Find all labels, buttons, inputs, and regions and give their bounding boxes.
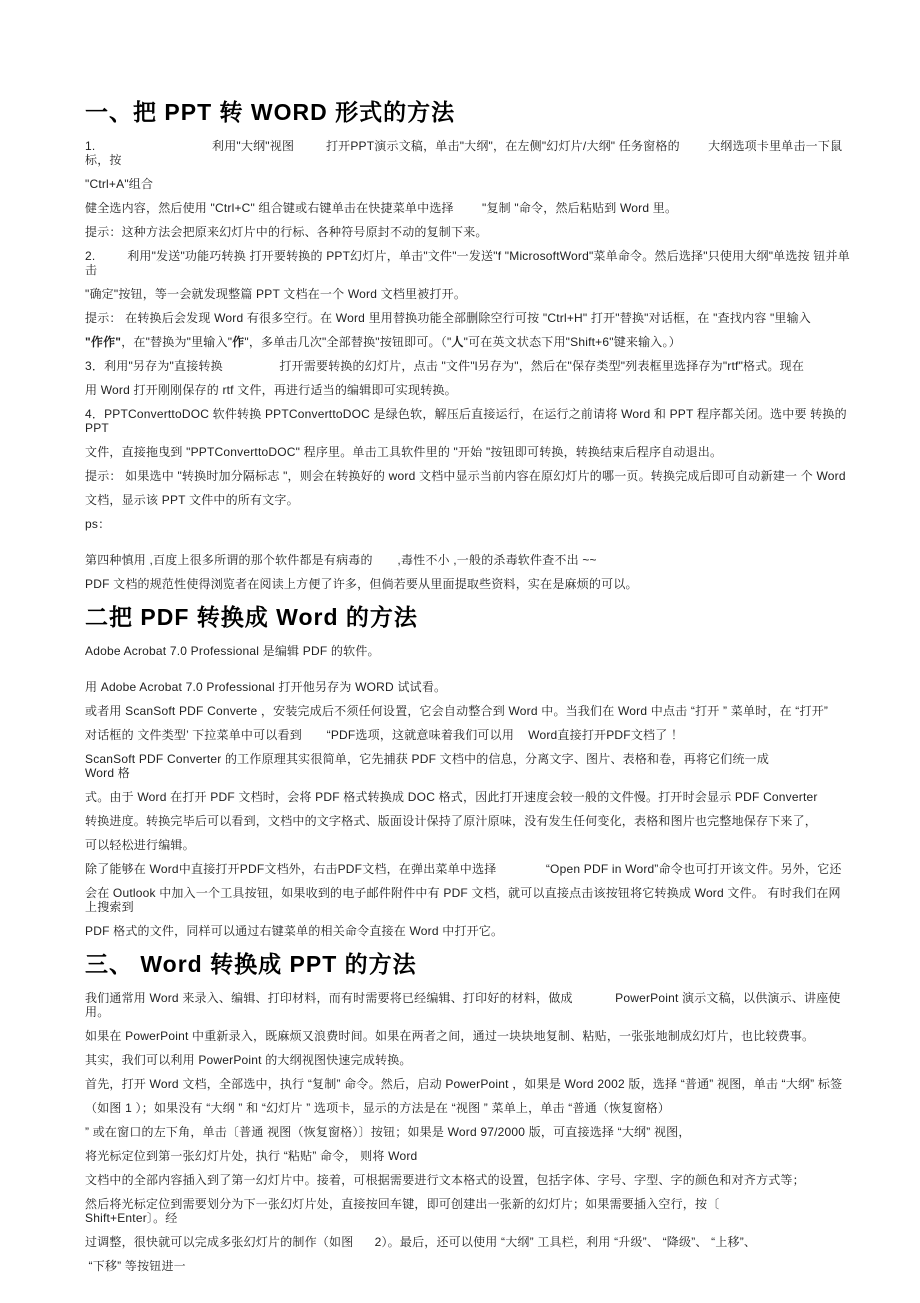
text-line: 对话框的 文件类型’ 下拉菜单中可以看到 “PDF选项，这就意味着我们可以用 Word直接打开PDF文档了 ！ <box>85 728 684 742</box>
section-heading: 一、把 PPT 转 WORD 形式的方法 <box>85 99 456 125</box>
text-line: 或者用 ScanSoft PDF Converte ，安装完成后不须任何设置，它会自动整合到 Word 中。当我们在 Word 中点击 “打开 ” 菜单时，在 “打开” <box>85 704 829 718</box>
text-line: "Ctrl+A"组合 <box>85 177 154 191</box>
text-line: 2. 利用"发送"功能巧转换 打开要转换的 PPT幻灯片，单击"文件"一发送"f "MicrosoftWord"菜单命令。然后选择"只使用大纲"单选按 钮并单击 <box>85 249 850 277</box>
text-line: 文件，直接拖曳到 "PPTConverttoDOC" 程序里。单击工具软件里的 "开始 "按钮即可转换，转换结束后程序自动退出。 <box>85 445 723 459</box>
text-line: 可以轻松进行编辑。 <box>85 838 195 852</box>
text-line: “下移” 等按钮进一 <box>85 1259 186 1273</box>
text-line: 1. 利用"大纲"视图 打开PPT演示文稿，单击"大纲"，在左侧"幻灯片/大纲" 任务窗格的 大纲选项卡里单击一下鼠标，按 <box>85 139 843 167</box>
text-line: 式。由于 Word 在打开 PDF 文档时，会将 PDF 格式转换成 DOC 格式，因此打开速度会较一般的文件慢。打开时会显示 PDF Converter <box>85 790 818 804</box>
text-line: 用 Adobe Acrobat 7.0 Professional 打开他另存为 WORD 试试看。 <box>85 680 447 694</box>
text-line: ” 或在窗口的左下角，单击〔普通 视图（恢复窗格）〕按钮；如果是 Word 97/2000 版，可直接选择 “大纲” 视图， <box>85 1125 691 1139</box>
text-line: 第四种慎用 ,百度上很多所谓的那个软件都是有病毒的 ,毒性不小 ,一般的杀毒软件查不出 ~~ <box>85 553 597 567</box>
text-line: 提示：这种方法会把原来幻灯片中的行标、各种符号原封不动的复制下来。 <box>85 225 488 239</box>
text-line: "确定"按钮，等一会就发现整篇 PPT 文档在一个 Word 文档里被打开。 <box>85 287 467 301</box>
text-line: 3．利用"另存为"直接转换 打开需要转换的幻灯片，点击 "文件"l另存为"，然后在"保存类型"列表框里选择存为"rtf"格式。现在 <box>85 359 805 373</box>
text-line: （如图 1 ）；如果没有 “大纲 ” 和 “幻灯片 ” 选项卡，显示的方法是在 “视图 ” 菜单上，单击 “普通（恢复窗格） <box>85 1101 671 1115</box>
section-heading: 三、 Word 转换成 PPT 的方法 <box>85 951 417 977</box>
text-line: 健全选内容，然后使用 "Ctrl+C" 组合键或右键单击在快捷菜单中选择 "复制 "命令，然后粘贴到 Word 里。 <box>85 201 678 215</box>
bold-text: "作作" <box>85 335 122 349</box>
text-line: PDF 文档的规范性使得浏览者在阅读上方便了许多，但倘若要从里面提取些资料，实在是麻烦的可以。 <box>85 577 638 591</box>
text-line: 提示： 如果选中 "转换时加分隔标志 "，则会在转换好的 word 文档中显示当前内容在原幻灯片的哪一页。转换完成后即可自动新建一 个 Word <box>85 469 846 483</box>
text-run: "，多单击几次"全部替换"按钮即可。（" <box>244 335 452 349</box>
text-line: 会在 Outlook 中加入一个工具按钮，如果收到的电子邮件附件中有 PDF 文档，就可以直接点击该按钮将它转换成 Word 文件。 有时我们在网上搜索到 <box>85 886 841 914</box>
text-line: 然后将光标定位到需要划分为下一张幻灯片处，直接按回车键，即可创建出一张新的幻灯片；如果需要插入空行，按〔 Shift+Enter〕。经 <box>85 1197 780 1225</box>
text-line: 4．PPTConverttoDOC 软件转换 PPTConverttoDOC 是绿色软，解压后直接运行，在运行之前请将 Word 和 PPT 程序都关闭。选中要 转换的 PPT <box>85 407 851 435</box>
paragraph-gap <box>85 541 851 553</box>
text-line: 如果在 PowerPoint 中重新录入，既麻烦又浪费时间。如果在两者之间，通过一块块地复制、粘贴，一张张地制成幻灯片，也比较费事。 <box>85 1029 815 1043</box>
text-line: 其实，我们可以利用 PowerPoint 的大纲视图快速完成转换。 <box>85 1053 412 1067</box>
text-line: 我们通常用 Word 来录入、编辑、打印材料，而有时需要将已经编辑、打印好的材料，做成 PowerPoint 演示文稿，以供演示、讲座使用。 <box>85 991 841 1019</box>
text-line: 首先，打开 Word 文档，全部选中，执行 “复制” 命令。然后，启动 PowerPoint ，如果是 Word 2002 版，选择 “普通” 视图，单击 “大纲” 标签 <box>85 1077 843 1091</box>
paragraph-gap <box>85 668 851 680</box>
text-line: 转换进度。转换完毕后可以看到，文档中的文字格式、版面设计保持了原汁原味，没有发生任何变化，表格和图片也完整地保存下来了， <box>85 814 818 828</box>
text-line: PDF 格式的文件，同样可以通过右键菜单的相关命令直接在 Word 中打开它。 <box>85 924 504 938</box>
document-page <box>85 98 865 1283</box>
document-content <box>85 98 865 1273</box>
text-line: 将光标定位到第一张幻灯片处，执行 “粘贴” 命令， 则将 Word <box>85 1149 418 1163</box>
text-line: 文档，显示该 PPT 文件中的所有文字。 <box>85 493 299 507</box>
text-line: 文档中的全部内容插入到了第一幻灯片中。接着，可根据需要进行文本格式的设置，包括字体、字号、字型、字的颜色和对齐方式等； <box>85 1173 805 1187</box>
text-line: 过调整，很快就可以完成多张幻灯片的制作（如图 2）。最后，还可以使用 “大纲” 工具栏，利用 “升级”、 “降级”、 “上移”、 <box>85 1235 757 1249</box>
text-line <box>85 335 851 349</box>
text-run: "可在英文状态下用"Shift+6"键来输入。） <box>463 335 681 349</box>
text-line: Adobe Acrobat 7.0 Professional 是编辑 PDF 的软件。 <box>85 644 380 658</box>
bold-text: 人 <box>451 335 464 349</box>
text-line: 用 Word 打开刚刚保存的 rtf 文件，再进行适当的编辑即可实现转换。 <box>85 383 457 397</box>
bold-text: 作 <box>232 335 245 349</box>
section-heading: 二把 PDF 转换成 Word 的方法 <box>85 604 418 630</box>
text-line: 除了能够在 Word中直接打开PDF文档外，右击PDF文档，在弹出菜单中选择 “Open PDF in Word”命令也可打开该文件。另外，它还 <box>85 862 842 876</box>
text-line: ScanSoft PDF Converter 的工作原理其实很简单，它先捕获 PDF 文档中的信息，分离文字、图片、表格和卷，再将它们统一成 Word 格 <box>85 752 865 780</box>
text-line: 提示： 在转换后会发现 Word 有很多空行。在 Word 里用替换功能全部删除空行可按 "Ctrl+H" 打开"替换"对话框，在 "查找内容 "里输入 <box>85 311 812 325</box>
text-line: ps： <box>85 517 111 531</box>
text-run: ，在"替换为"里输入" <box>121 335 233 349</box>
